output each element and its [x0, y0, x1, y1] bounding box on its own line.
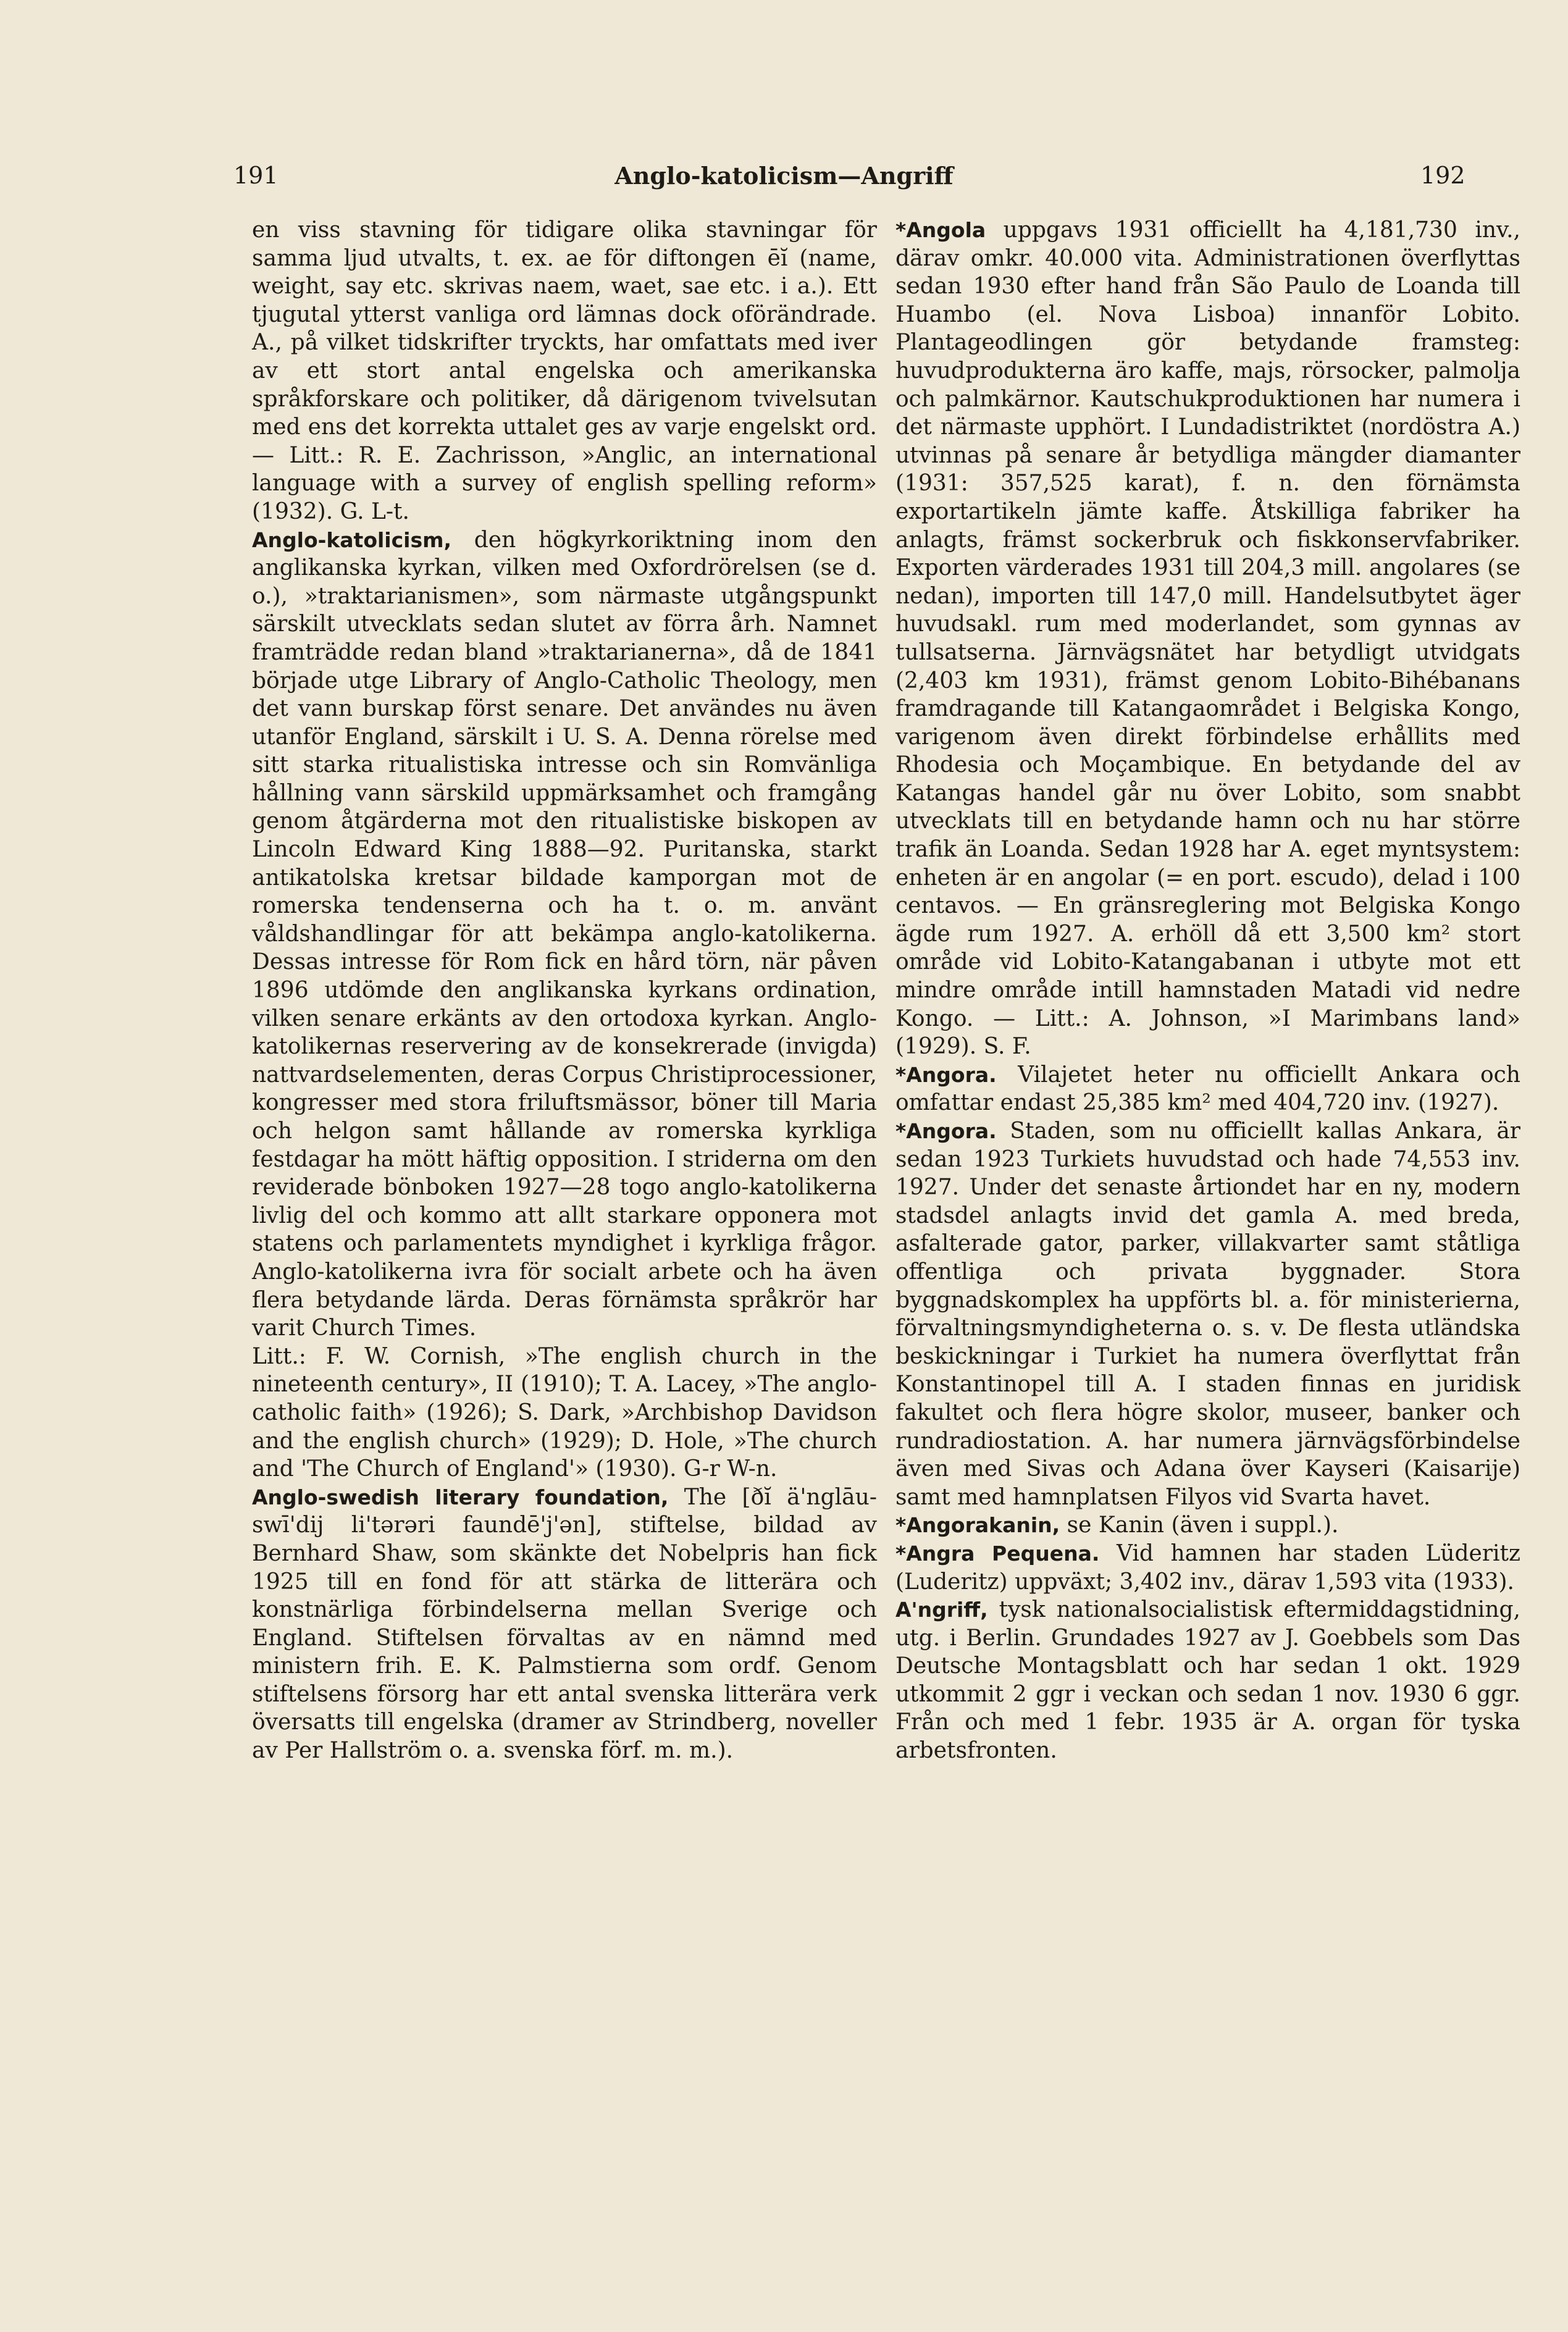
entry-paragraph — [252, 1483, 877, 1765]
entry-paragraph — [895, 1596, 1520, 1765]
entry-paragraph — [252, 216, 877, 526]
entry-paragraph — [895, 1511, 1520, 1540]
entry-headword: A'ngriff, — [895, 1598, 988, 1622]
entry-headword: *Angorakanin, — [895, 1513, 1060, 1538]
entry-text: Vid hamnen har staden Lüderitz (Luderitz) uppväxt; 3,402 inv., därav 1,593 vita (1933). — [895, 1540, 1520, 1595]
entry-text: den högkyrkoriktning inom den anglikanska kyrkan, vilken med Oxfordrörelsen (se d. o.), »traktarianismen», som närmaste utgångspunkt särskilt utvecklats sedan slutet av förra årh. Namnet framträdde redan bland »traktarianerna», då de 1841 började utge Library of Anglo-Catholic Theology, men det vann burskap först senare. Det användes nu även utanför England, särskilt i U. S. A. Denna rörelse med sitt starka ritualistiska intresse och sin Romvänliga hållning vann särskild uppmärksamhet och framgång genom åtgärderna mot den ritualistiske biskopen av Lincoln Edward King 1888—92. Puritanska, starkt antikatolska kretsar bildade kamporgan mot de romerska tendenserna och ha t. o. m. använt våldshandlingar för att bekämpa anglo-katolikerna. Dessas intresse för Rom fick en hård törn, när påven 1896 utdömde den anglikanska kyrkans ordination, vilken senare erkänts av den ortodoxa kyrkan. Anglo-katolikernas reservering av de konsekrerade (invigda) nattvardselementen, deras Corpus Christiprocessioner, kongresser med stora friluftsmässor, böner till Maria och helgon samt hållande av romerska kyrkliga festdagar ha mött häftig opposition. I striderna om den reviderade bönboken 1927—28 togo anglo-katolikerna livlig del och kommo att allt starkare opponera mot statens och parlamentets myndighet i kyrkliga frågor. Anglo-katolikerna ivra för socialt arbete och ha även flera betydande lärda. Deras förnämsta språkrör har varit Church Times. — [252, 527, 877, 1341]
entry-text: en viss stavning för tidigare olika stavningar för samma ljud utvalts, t. ex. ae för diftongen ēĭ (name, weight, say etc. skrivas naem, waet, sae etc. i a.). Ett tjugutal ytterst vanliga ord lämnas dock oförändrade. A., på vilket tidskrifter tryckts, har omfattats med iver av ett stort antal engelska och amerikanska språkforskare och politiker, då därigenom tvivelsutan med ens det korrekta uttalet ges av varje engelskt ord. — Litt.: R. E. Zachrisson, »Anglic, an international language with a survey of english spelling reform» (1932). G. L-t. — [252, 217, 877, 524]
page-header — [0, 154, 1568, 198]
entry-headword: *Angora. — [895, 1119, 997, 1143]
entry-headword: *Angra Pequena. — [895, 1541, 1100, 1566]
page-number-right: 192 — [1420, 162, 1465, 189]
right-column — [895, 216, 1520, 1765]
entry-text: se Kanin (även i suppl.). — [1060, 1512, 1339, 1538]
entry-text: Staden, som nu officiellt kallas Ankara, är sedan 1923 Turkiets huvudstad och hade 74,553 inv. 1927. Under det senaste årtiondet har en ny, modern stadsdel anlagts invid det gamla A. med breda, asfalterade gator, parker, villakvarter samt ståtliga offentliga och privata byggnader. Stora byggnadskomplex ha uppförts bl. a. för ministerierna, förvaltningsmyndigheterna o. s. v. De flesta utländska beskickningar i Turkiet ha numera överflyttat från Konstantinopel till A. I staden finnas en juridisk fakultet och flera högre skolor, museer, banker och rundradiostation. A. har numera järnvägsförbindelse även med Sivas och Adana över Kayseri (Kaisarije) samt med hamnplatsen Filyos vid Svarta havet. — [895, 1118, 1520, 1510]
left-column — [252, 216, 877, 1765]
entry-headword: Anglo-katolicism, — [252, 527, 452, 552]
entry-paragraph — [895, 216, 1520, 1061]
entry-paragraph — [895, 1117, 1520, 1511]
entry-text: tysk nationalsocialistisk eftermiddagstidning, utg. i Berlin. Grundades 1927 av J. Goebbels som Das Deutsche Montagsblatt och har sedan 1 okt. 1929 utkommit 2 ggr i veckan och sedan 1 nov. 1930 6 ggr. Från och med 1 febr. 1935 är A. organ för tyska arbetsfronten. — [895, 1597, 1520, 1764]
running-title: Anglo-katolicism—Angriff — [614, 162, 954, 190]
entry-paragraph — [895, 1540, 1520, 1596]
entry-headword: *Angora. — [895, 1062, 997, 1087]
entry-text: Litt.: F. W. Cornish, »The english church in the nineteenth century», II (1910); T. A. Lacey, »The anglo-catholic faith» (1926); S. Dark, »Archbishop Davidson and the english church» (1929); D. Hole, »The church and 'The Church of England'» (1930). G-r W-n. — [252, 1343, 877, 1482]
page-number-left: 191 — [233, 162, 279, 189]
entry-headword: *Angola — [895, 218, 986, 242]
entry-headword: Anglo-swedish literary foundation, — [252, 1485, 669, 1509]
entry-text: uppgavs 1931 officiellt ha 4,181,730 inv., därav omkr. 40.000 vita. Administrationen överflyttas sedan 1930 efter hand från São Paulo de Loanda till Huambo (el. Nova Lisboa) innanför Lobito. Plantageodlingen gör betydande framsteg: huvudprodukterna äro kaffe, majs, rörsocker, palmolja och palmkärnor. Kautschukproduktionen har numera i det närmaste upphört. I Lundadistriktet (nordöstra A.) utvinnas på senare år betydliga mängder diamanter (1931: 357,525 karat), f. n. den förnämsta exportartikeln jämte kaffe. Åtskilliga fabriker ha anlagts, främst sockerbruk och fiskkonservfabriker. Exporten värderades 1931 till 204,3 mill. angolares (se nedan), importen till 147,0 mill. Handelsutbytet äger huvudsakl. rum med moderlandet, som gynnas av tullsatserna. Järnvägsnätet har betydligt utvidgats (2,403 km 1931), främst genom Lobito-Bihébanans framdragande till Katangaområdet i Belgiska Kongo, varigenom även direkt förbindelse erhållits med Rhodesia och Moçambique. En betydande del av Katangas handel går nu över Lobito, som snabbt utvecklats till en betydande hamn och nu har större trafik än Loanda. Sedan 1928 har A. eget myntsystem: enheten är en angolar (= en port. escudo), delad i 100 centavos. — En gränsreglering mot Belgiska Kongo ägde rum 1927. A. erhöll då ett 3,500 km² stort område vid Lobito-Katangabanan i utbyte mot ett mindre område intill hamnstaden Matadi vid nedre Kongo. — Litt.: A. Johnson, »I Marimbans land» (1929). S. F. — [895, 217, 1520, 1060]
entry-text: Vilajetet heter nu officiellt Ankara och omfattar endast 25,385 km² med 404,720 inv. (1927). — [895, 1062, 1520, 1116]
entry-paragraph — [252, 1343, 877, 1483]
entry-paragraph — [252, 526, 877, 1343]
entry-paragraph — [895, 1061, 1520, 1117]
entry-text: The [ðĭ ä'nglāu-swī'dij li'tərəri faundē'j'ən], stiftelse, bildad av Bernhard Shaw, som skänkte det Nobelpris han fick 1925 till en fond för att stärka de litterära och konstnärliga förbindelserna mellan Sverige och England. Stiftelsen förvaltas av en nämnd med ministern frih. E. K. Palmstierna som ordf. Genom stiftelsens försorg har ett antal svenska litterära verk översatts till engelska (dramer av Strindberg, noveller av Per Hallström o. a. svenska förf. m. m.). — [252, 1484, 877, 1764]
